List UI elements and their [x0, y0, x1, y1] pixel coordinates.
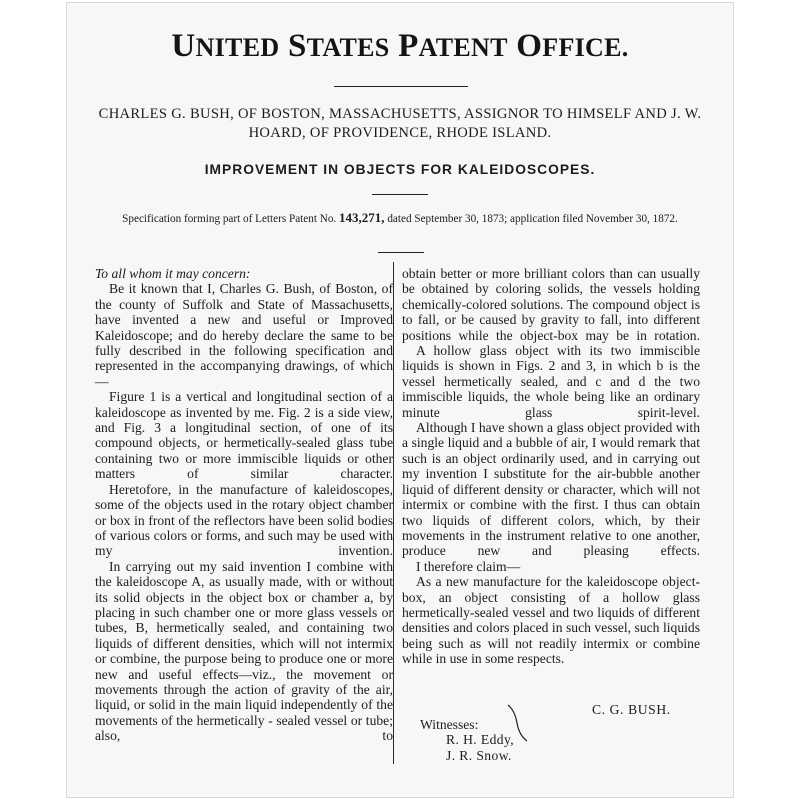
paragraph: Although I have shown a glass object provided with a single liquid and a bubble of air, I would remark that such is an object ordinarily used, and in carrying out my invention I substitute for the air-bubble another liquid of different density or character, which will not intermix or combine with the first. I thus can obtain two liquids of different colors, which, by their movements in the instrument relative to one another, produce new and pleasing effects. — [402, 420, 700, 559]
left-column — [95, 266, 393, 744]
salutation: To all whom it may concern: — [95, 266, 251, 281]
claim: As a new manufacture for the kaleidoscope object-box, an object consisting of a hollow glass hermetically-sealed vessel and two liquids of different densities and colors placed in such vessel, such liquids being such as will not readily intermix or combine while in use in some respects. — [402, 574, 700, 667]
spec-rule — [378, 252, 424, 253]
title-rule — [334, 86, 468, 87]
paragraph: Figure 1 is a vertical and longitudinal section of a kaleidoscope as invented by me. Fig. 2 is a side view, and Fig. 3 a longitudinal section, of one of its compound objects, or hermetically-sealed glass tube containing two or more immiscible liquids or other matters of similar character. — [95, 389, 393, 482]
paragraph: Heretofore, in the manufacture of kaleidoscopes, some of the objects used in the rotary object chamber or box in front of the reflectors have been solid bodies of various colors or forms, and such may be used with my invention. — [95, 481, 393, 559]
witness-name: R. H. Eddy, — [446, 732, 515, 747]
right-column — [402, 266, 700, 667]
improvement-rule — [372, 194, 428, 195]
specification-line — [96, 209, 704, 228]
paragraph: obtain better or more brilliant colors than can usually be obtained by coloring solids, the vessels holding chemically-colored solutions. The compound object is to fall, or be caused by gravity to fall, into different positions while the object-box may be in rotation. — [402, 266, 700, 343]
witness-brace-icon — [505, 703, 535, 743]
witness-name: J. R. Snow. — [446, 748, 512, 763]
column-divider — [393, 262, 394, 764]
patent-number: 143,271, — [339, 210, 385, 225]
inventor-signature: C. G. BUSH. — [592, 702, 671, 717]
spec-suffix: dated September 30, 1873; application filed November 30, 1872. — [387, 213, 678, 225]
paragraph: A hollow glass object with its two immiscible liquids is shown in Figs. 2 and 3, in which b is the vessel hermetically sealed, and c and d the two immiscible liquids, the whole being like an ordinary minute glass spirit-level. — [402, 343, 700, 420]
claim-intro: I therefore claim— — [416, 558, 521, 574]
improvement-title: IMPROVEMENT IN OBJECTS FOR KALEIDOSCOPES. — [204, 162, 596, 177]
paragraph: In carrying out my said invention I combine with the kaleidoscope A, as usually made, with or without its solid objects in the object box or chamber a, by placing in such chamber one or more glass vessels or tubes, B, hermetically sealed, and containing two liquids of different densities, which will not intermix or combine, the purpose being to produce one or more new and useful effects—viz., the movement or movements through the action of gravity of the air, liquid, or solid in the main liquid independently of the movements of the hermetically - sealed vessel or tube; also, to — [95, 558, 393, 744]
spec-prefix: Specification forming part of Letters Patent No. — [122, 213, 337, 225]
office-title: UNITED STATES PATENT OFFICE. — [171, 28, 629, 64]
assignment-line: CHARLES G. BUSH, OF BOSTON, MASSACHUSETTS, ASSIGNOR TO HIMSELF AND J. W. HOARD, OF PROVIDENCE, RHODE ISLAND. — [98, 106, 702, 141]
witnesses-label: Witnesses: — [420, 717, 479, 732]
paragraph: Be it known that I, Charles G. Bush, of Boston, of the county of Suffolk and State of Massachusetts, have invented a new and useful or Improved Kaleidoscope; and do hereby declare the same to be fully described in the following specification and represented in the accompanying drawings, of which— — [95, 281, 393, 389]
